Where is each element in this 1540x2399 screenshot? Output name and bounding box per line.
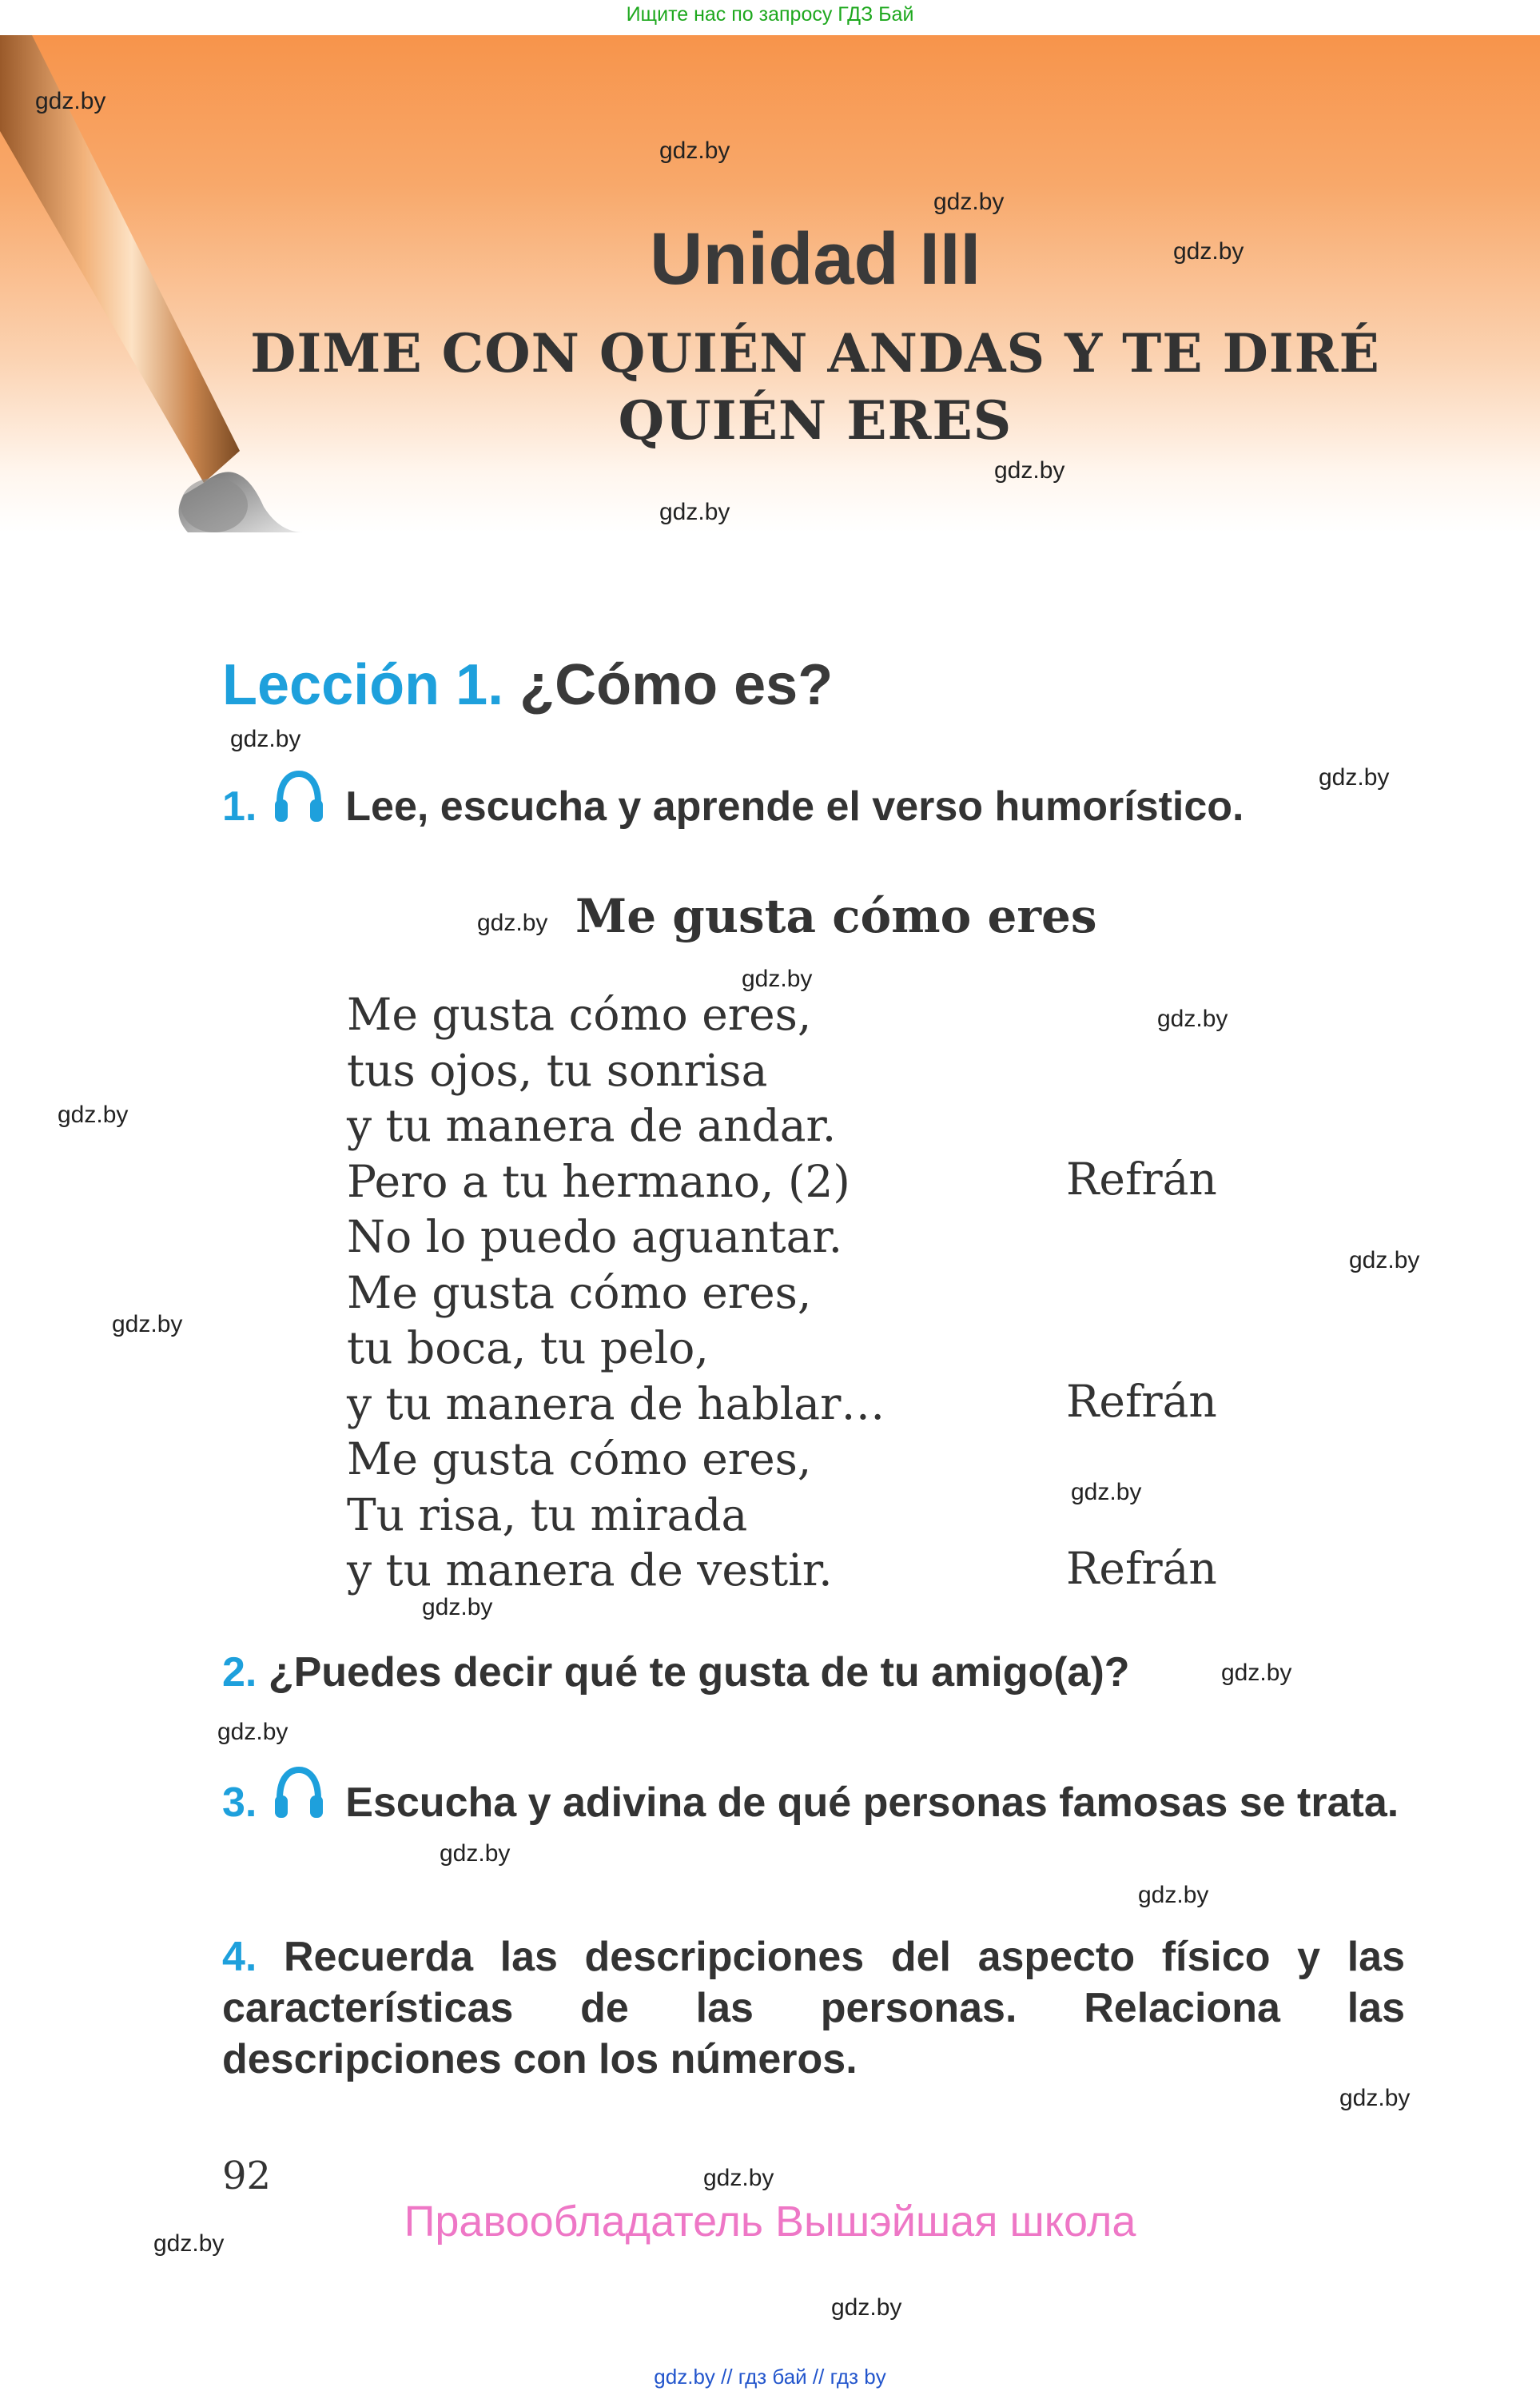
watermark: gdz.by bbox=[217, 1719, 289, 1745]
refrain-label: Refrán bbox=[1066, 1154, 1217, 1205]
poem-title: Me gusta cómo eres bbox=[575, 889, 1097, 943]
poem-line: Me gusta cómo eres, bbox=[347, 989, 812, 1040]
top-search-hint[interactable]: Ищите нас по запросу ГДЗ Бай bbox=[626, 3, 914, 26]
exercise-1 bbox=[222, 771, 1244, 831]
watermark: gdz.by bbox=[1071, 1479, 1142, 1505]
watermark: gdz.by bbox=[1319, 764, 1390, 791]
lesson-title: ¿Cómo es? bbox=[519, 653, 834, 717]
watermark: gdz.by bbox=[933, 189, 1005, 215]
poem-line: Me gusta cómo eres, bbox=[347, 1433, 812, 1484]
exercise-text: ¿Puedes decir qué te gusta de tu amigo(a)? bbox=[268, 1649, 1130, 1696]
exercise-text: Recuerda las descripciones del aspecto físico y las características de las personas. Relaciona las descripciones con los números. bbox=[222, 1934, 1405, 2082]
watermark: gdz.by bbox=[659, 499, 730, 525]
watermark: gdz.by bbox=[659, 137, 730, 164]
poem-line: tu boca, tu pelo, bbox=[347, 1322, 709, 1373]
unit-subtitle-line-2: QUIÉN ERES bbox=[618, 389, 1013, 452]
exercise-number: 4. bbox=[222, 1934, 257, 1980]
watermark: gdz.by bbox=[112, 1311, 183, 1337]
page-number: 92 bbox=[222, 2154, 272, 2198]
watermark: gdz.by bbox=[1349, 1247, 1420, 1273]
bottom-links[interactable]: gdz.by // гдз бай // гдз by bbox=[654, 2365, 886, 2389]
watermark: gdz.by bbox=[477, 910, 548, 936]
exercise-2 bbox=[222, 1648, 1130, 1696]
poem-line: y tu manera de andar. bbox=[347, 1100, 837, 1151]
unit-title: Unidad III bbox=[650, 218, 981, 300]
poem-lines bbox=[347, 987, 885, 1599]
watermark: gdz.by bbox=[58, 1102, 129, 1128]
refrain-label: Refrán bbox=[1066, 1543, 1217, 1594]
watermark: gdz.by bbox=[1339, 2085, 1411, 2111]
exercise-4 bbox=[222, 1931, 1405, 2085]
exercise-3 bbox=[222, 1767, 1405, 1828]
exercise-number: 3. bbox=[222, 1779, 257, 1826]
poem-line: y tu manera de vestir. bbox=[347, 1544, 833, 1596]
rights-holder: Правообладатель Вышэйшая школа bbox=[404, 2198, 1136, 2246]
exercise-number: 2. bbox=[222, 1649, 257, 1696]
lesson-heading bbox=[222, 652, 833, 718]
watermark: gdz.by bbox=[153, 2230, 225, 2257]
unit-subtitle-line-1: DIME CON QUIÉN ANDAS Y TE DIRÉ bbox=[250, 322, 1380, 385]
watermark: gdz.by bbox=[1138, 1882, 1209, 1908]
poem-line: Tu risa, tu mirada bbox=[347, 1488, 748, 1540]
poem-line: tus ojos, tu sonrisa bbox=[347, 1044, 768, 1096]
poem-line: y tu manera de hablar… bbox=[347, 1377, 885, 1429]
refrain-label: Refrán bbox=[1066, 1376, 1217, 1427]
exercise-text: Escucha y adivina de qué personas famosas se trata. bbox=[345, 1779, 1399, 1826]
watermark: gdz.by bbox=[742, 966, 813, 992]
poem-line: Pero a tu hermano, (2) bbox=[347, 1155, 850, 1207]
watermark: gdz.by bbox=[422, 1594, 493, 1620]
watermark: gdz.by bbox=[831, 2294, 902, 2321]
poem-line: Me gusta cómo eres, bbox=[347, 1266, 812, 1318]
watermark: gdz.by bbox=[1157, 1006, 1228, 1032]
watermark: gdz.by bbox=[1173, 238, 1244, 265]
unit-subtitle bbox=[240, 320, 1391, 454]
watermark: gdz.by bbox=[230, 726, 301, 752]
exercise-number: 1. bbox=[222, 783, 257, 830]
lesson-label: Lección 1. bbox=[222, 653, 504, 717]
watermark: gdz.by bbox=[35, 88, 106, 114]
exercise-text: Lee, escucha y aprende el verso humorístico. bbox=[345, 783, 1244, 830]
poem-line: No lo puedo aguantar. bbox=[347, 1211, 843, 1262]
watermark: gdz.by bbox=[440, 1840, 511, 1867]
watermark: gdz.by bbox=[994, 457, 1065, 484]
headphones-icon[interactable] bbox=[273, 1767, 324, 1821]
watermark: gdz.by bbox=[1221, 1660, 1292, 1686]
watermark: gdz.by bbox=[703, 2165, 774, 2191]
headphones-icon[interactable] bbox=[273, 771, 324, 825]
